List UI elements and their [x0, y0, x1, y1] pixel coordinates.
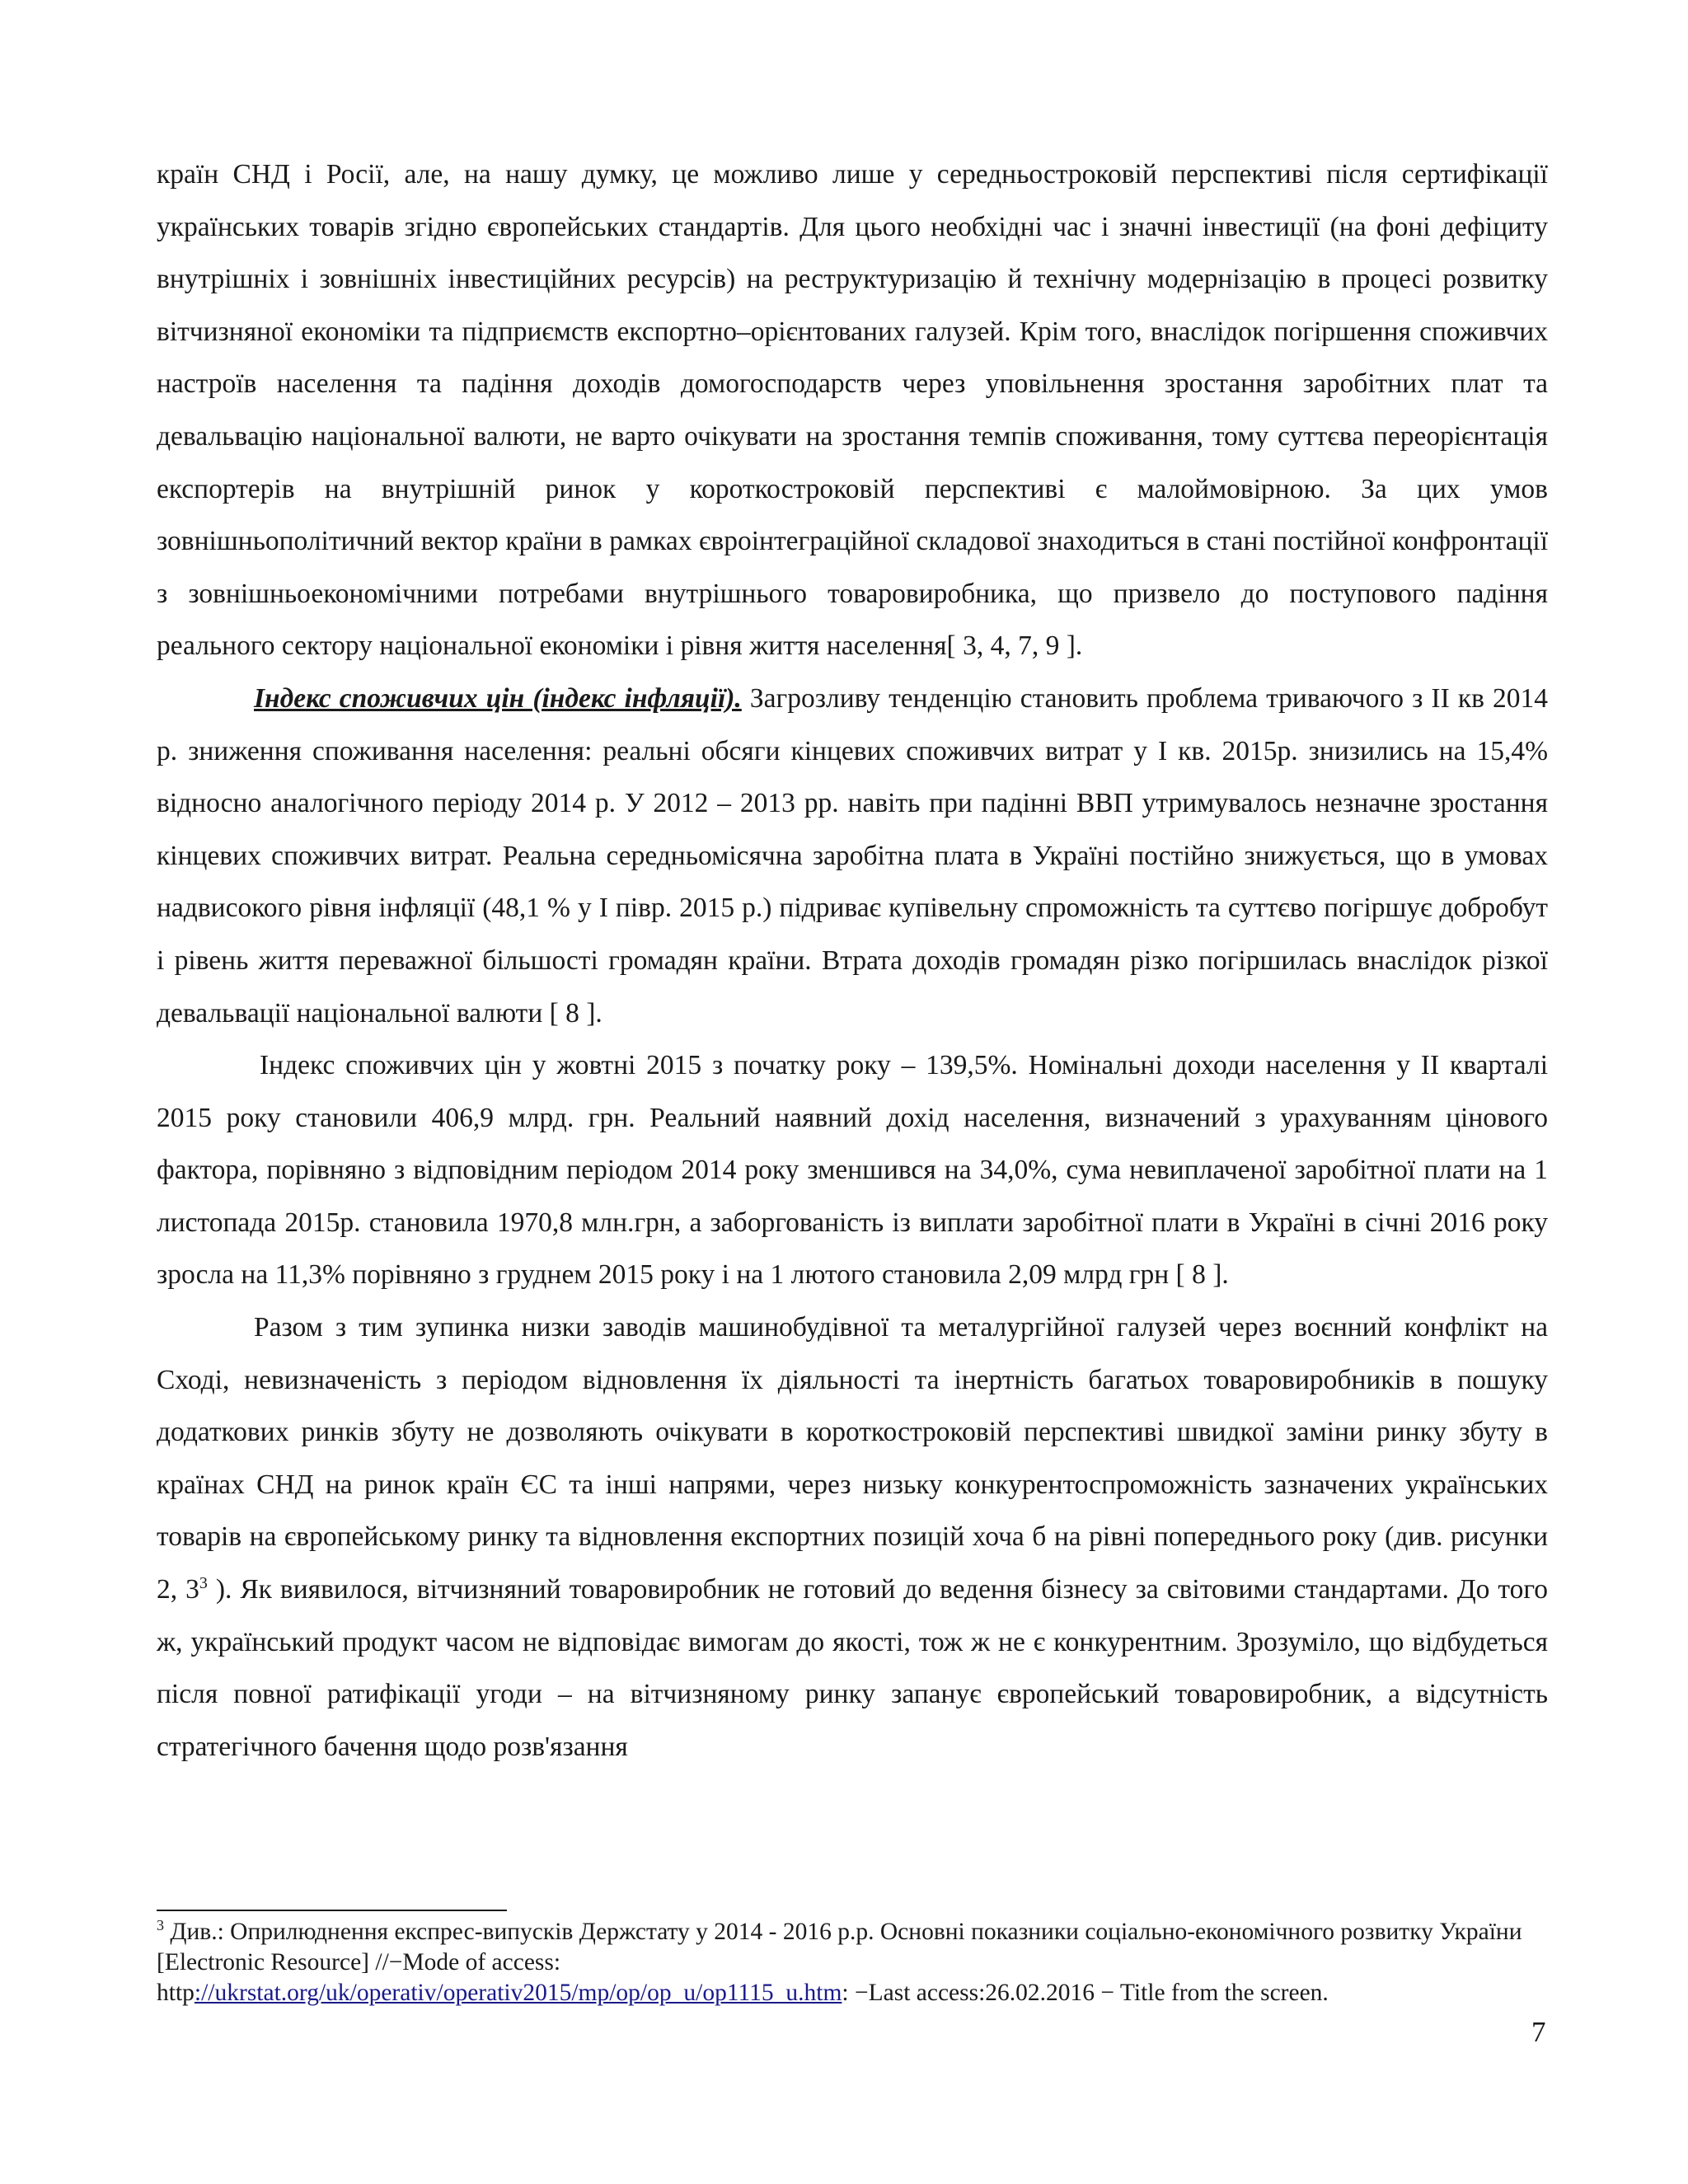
- footnote-reference[interactable]: 3: [199, 1573, 208, 1592]
- footnote-url-prefix: http: [157, 1980, 195, 2006]
- paragraph-2: [157, 673, 1548, 1039]
- footnote-text-a: Див.: Оприлюднення експрес-випусків Держстату у 2014 - 2016 р.р. Основні показники соціально-економічного розвитку України [Electronic Resource] //−Mode of access:: [157, 1919, 1522, 1975]
- paragraph-2-text: Загрозливу тенденцію становить проблема триваючого з ІІ кв 2014 р. зниження споживання населення: реальні обсяги кінцевих споживчих витрат у І кв. 2015р. знизились на 15,4% відносно аналогічного періоду 2014 р. У 2012 – 2013 рр. навіть при падінні ВВП утримувалось незначне зростання кінцевих споживчих витрат. Реальна середньомісячна заробітна плата в Україні постійно знижується, що в умовах надвисокого рівня інфляції (48,1 % у І півр. 2015 р.) підриває купівельну спроможність та суттєво погіршує добробут і рівень життя переважної більшості громадян країни. Втрата доходів громадян різко погіршилась внаслідок різкої девальвації національної валюти [ 8 ].: [157, 682, 1548, 1029]
- paragraph-4: [157, 1301, 1548, 1773]
- page-number: 7: [1531, 2016, 1546, 2048]
- paragraph-3: Індекс споживчих цін у жовтні 2015 з початку року – 139,5%. Номінальні доходи населення у ІІ кварталі 2015 року становили 406,9 млрд. грн. Реальний наявний дохід населення, визначений з урахуванням цінового фактора, порівняно з відповідним періодом 2014 року зменшився на 34,0%, сума невиплаченої заробітної плати на 1 листопада 2015р. становила 1970,8 млн.грн, а заборгованість із виплати заробітної плати в Україні в січні 2016 року зросла на 11,3% порівняно з груднем 2015 року і на 1 лютого становила 2,09 млрд грн [ 8 ].: [157, 1050, 1548, 1291]
- footnote-link[interactable]: ://ukrstat.org/uk/operativ/operativ2015/mp/op/op_u/op1115_u.htm: [194, 1980, 842, 2006]
- section-term-heading: Індекс споживчих цін (індекс інфляції).: [254, 682, 742, 714]
- footnote-text: [157, 1917, 1548, 2008]
- body-text: [157, 148, 1548, 1773]
- footnote: [157, 1917, 1548, 2008]
- paragraph-4-text-b: ). Як виявилося, вітчизняний товаровиробник не готовий до ведення бізнесу за світовими стандартами. До того ж, український продукт часом не відповідає вимогам до якості, тож ж не є конкурентним. Зрозуміло, що відбудеться після повної ратифікації угоди – на вітчизняному ринку запанує європейський товаровиробник, а відсутність стратегічного бачення щодо розв'язання: [157, 1574, 1548, 1762]
- paragraph-4-text-a: Разом з тим зупинка низки заводів машинобудівної та металургійної галузей через воєнний конфлікт на Сході, невизначеність з періодом відновлення їх діяльності та інертність багатьох товаровиробників в пошуку додаткових ринків збуту не дозволяють очікувати в короткостроковій перспективі швидкої заміни ринку збуту в країнах СНД на ринок країн ЄС та інші напрями, через низьку конкурентоспроможність зазначених українських товарів на європейському ринку та відновлення експортних позицій хоча б на рівні попереднього року (див. рисунки 2, 3: [157, 1312, 1548, 1605]
- footnote-text-b: : −Last access:26.02.2016 − Title from the screen.: [842, 1980, 1329, 2006]
- footnote-divider: [157, 1910, 507, 1911]
- footnote-marker: 3: [157, 1917, 164, 1934]
- paragraph-1: країн СНД і Росії, але, на нашу думку, це можливо лише у середньостроковій перспективі після сертифікації українських товарів згідно європейських стандартів. Для цього необхідні час і значні інвестиції (на фоні дефіциту внутрішніх і зовнішніх інвестиційних ресурсів) на реструктуризацію й технічну модернізацію в процесі розвитку вітчизняної економіки та підприємств експортно–орієнтованих галузей. Крім того, внаслідок погіршення споживчих настроїв населення та падіння доходів домогосподарств через уповільнення зростання заробітних плат та девальвацію національної валюти, не варто очікувати на зростання темпів споживання, тому суттєва переорієнтація експортерів на внутрішній ринок у короткостроковій перспективі є малоймовірною. За цих умов зовнішньополітичний вектор країни в рамках євроінтеграційної складової знаходиться в стані постійної конфронтації з зовнішньоекономічними потребами внутрішнього товаровиробника, що призвело до поступового падіння реального сектору національної економіки і рівня життя населення[ 3, 4, 7, 9 ].: [157, 159, 1548, 662]
